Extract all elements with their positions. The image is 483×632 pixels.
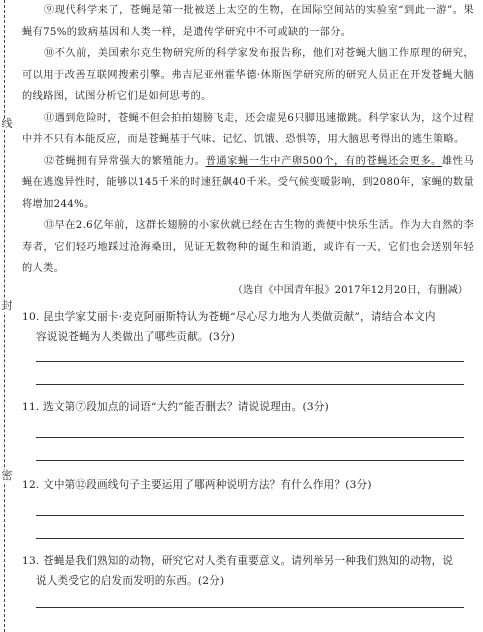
answer-line[interactable] xyxy=(36,460,464,461)
paragraph-13: ⑬早在2.6亿年前，这群长翅膀的小家伙就已经在古生物的粪便中快乐生活。作为大自然的李寿者，它们轻巧地踩过沧海桑田，见证无数物种的诞生和消逝，或许有一天，它们也会送别年轻的人类。 xyxy=(22,220,474,274)
exam-content xyxy=(22,0,474,608)
question-number: 12. xyxy=(22,478,40,491)
paragraph-12-suffix: 雄性马蝇在逃逸异性时，能够以145千米的时速狂飙40千米。受气候变暖影响，到2080年，家蝇的数量将增加244%。 xyxy=(22,155,474,210)
answer-line[interactable] xyxy=(36,437,464,438)
question-text: 苍蝇是我们熟知的动物，研究它对人类有重要意义。请列举另一种我们熟知的动物，说 xyxy=(43,554,454,567)
underlined-sentence: 普通家蝇一生中产卵500个，有的苍蝇还会更多。 xyxy=(205,155,442,167)
question-13 xyxy=(22,551,474,608)
answer-line[interactable] xyxy=(36,607,464,608)
seal-char-feng: 封 xyxy=(1,299,13,312)
paragraph-11: ⑪遇到危险时，苍蝇不但会拍拍翅膀飞走，还会虚晃6只脚迅速撤跳。科学家认为，这个过程中并不只有本能反应，而是苍蝇基于气味、记忆、饥饿、恐惧等，用大脑思考得出的逃生策略。 xyxy=(22,112,474,145)
paragraph-12 xyxy=(22,151,474,216)
question-number: 10. xyxy=(22,310,40,323)
answer-line[interactable] xyxy=(36,361,464,362)
source-citation: （选自《中国青年报》2017年12月20日，有删减） xyxy=(232,284,468,296)
question-11 xyxy=(22,397,474,461)
paragraph-10: ⑩不久前，美国索尔克生物研究所的科学家发布报告称，他们对苍蝇大脑工作原理的研究，可以用于改善互联网搜索引擎。弗吉尼亚州霍华德·休斯医学研究所的研究人员正在开发苍蝇大脑的线路图，试图分析它们是如何思考的。 xyxy=(22,48,474,102)
seal-char-xian: 线 xyxy=(1,117,13,130)
seal-char-mi: 密 xyxy=(1,469,13,482)
seal-binding-line xyxy=(4,0,11,632)
paragraph-12-prefix: ⑫苍蝇拥有异常强大的繁殖能力。 xyxy=(44,155,206,167)
question-text: 文中第⑫段画线句子主要运用了哪两种说明方法？有什么作用？(3分) xyxy=(43,478,372,491)
question-text: 选文第⑦段加点的词语“大约”能否删去？请说说理由。(3分) xyxy=(43,400,329,413)
question-text-cont: 容说说苍蝇为人类做出了哪些贡献。(3分) xyxy=(36,330,236,343)
answer-line[interactable] xyxy=(36,538,464,539)
question-text: 昆虫学家艾丽卡·麦克阿丽斯特认为苍蝇“尽心尽力地为人类做贡献”，请结合本文内 xyxy=(43,310,436,323)
question-number: 13. xyxy=(22,554,40,567)
paragraph-9: ⑨现代科学来了，苍蝇是第一批被送上太空的生物，在国际空间站的实验室“到此一游”。果蝇有75%的致病基因和人类一样，是遗传学研究中不可或缺的一部分。 xyxy=(22,5,474,38)
question-number: 11. xyxy=(22,400,40,413)
answer-line[interactable] xyxy=(36,384,464,385)
answer-line[interactable] xyxy=(36,515,464,516)
question-12 xyxy=(22,475,474,539)
reading-passage xyxy=(22,0,474,301)
question-text-cont: 说人类受它的启发而发明的东西。(2分) xyxy=(36,574,225,587)
question-10 xyxy=(22,307,474,385)
